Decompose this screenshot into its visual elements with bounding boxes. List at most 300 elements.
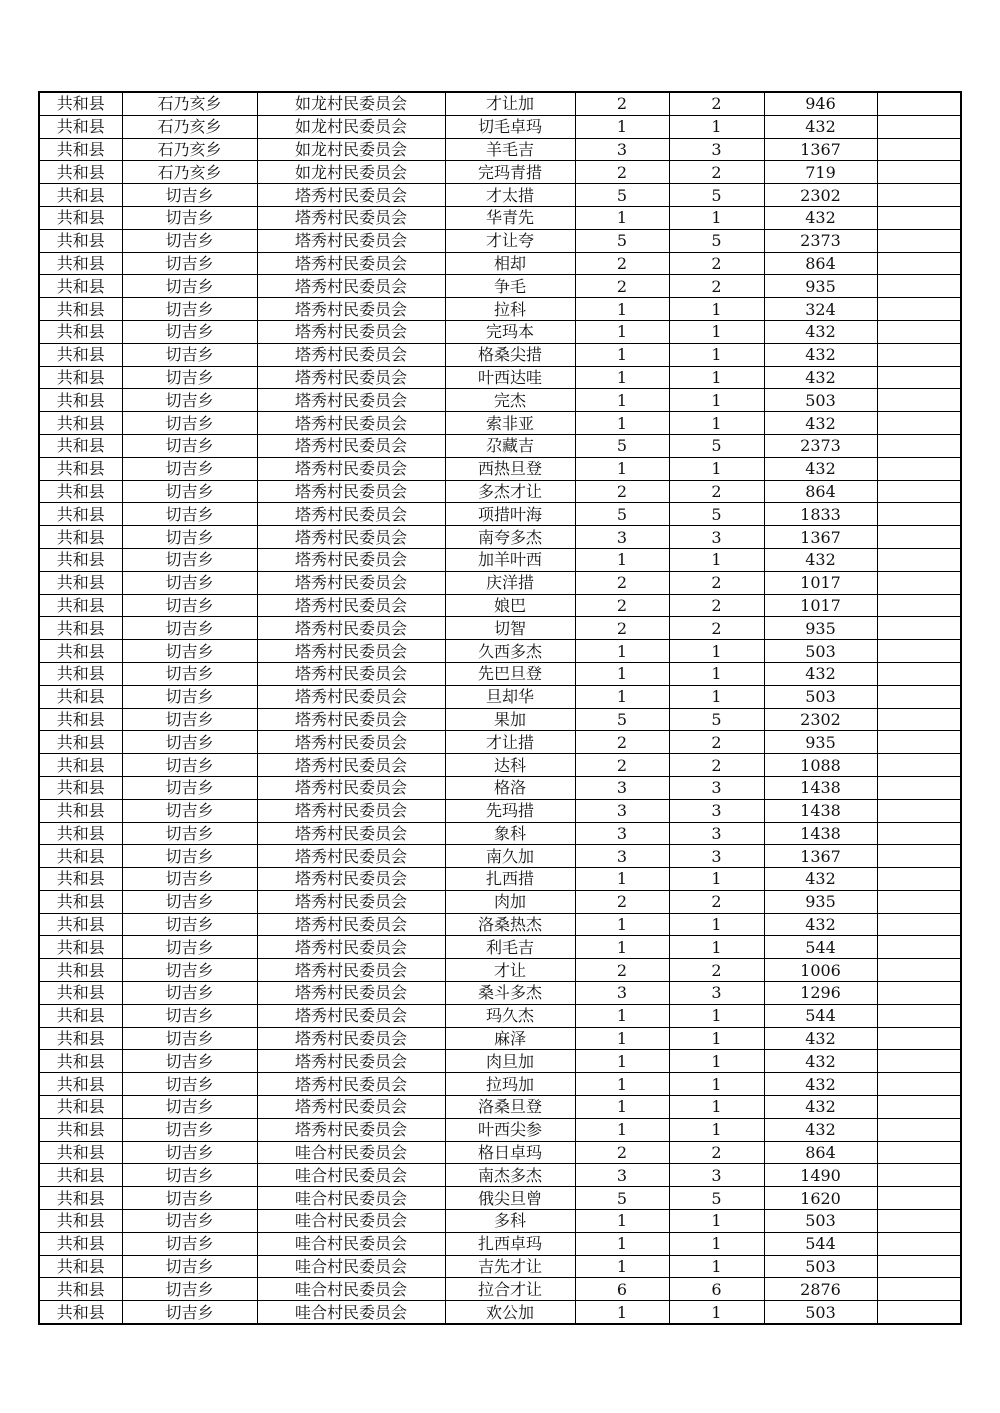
township-cell: 石乃亥乡	[122, 138, 257, 161]
person-count-cell: 2	[669, 754, 764, 777]
remark-cell	[877, 959, 961, 982]
county-cell: 共和县	[39, 1187, 122, 1210]
table-row	[39, 1004, 961, 1027]
household-count-cell: 1	[575, 366, 669, 389]
household-count-cell: 2	[575, 617, 669, 640]
table-row	[39, 275, 961, 298]
remark-cell	[877, 1096, 961, 1119]
amount-cell: 432	[764, 457, 877, 480]
amount-cell: 432	[764, 412, 877, 435]
name-cell: 格日卓玛	[445, 1141, 575, 1164]
table-row	[39, 571, 961, 594]
person-count-cell: 1	[669, 457, 764, 480]
amount-cell: 1006	[764, 959, 877, 982]
name-cell: 多杰才让	[445, 480, 575, 503]
household-count-cell: 1	[575, 1004, 669, 1027]
person-count-cell: 2	[669, 617, 764, 640]
county-cell: 共和县	[39, 731, 122, 754]
person-count-cell: 2	[669, 959, 764, 982]
remark-cell	[877, 275, 961, 298]
person-count-cell: 3	[669, 799, 764, 822]
township-cell: 切吉乡	[122, 640, 257, 663]
name-cell: 达科	[445, 754, 575, 777]
household-count-cell: 3	[575, 822, 669, 845]
table-row	[39, 366, 961, 389]
table-row	[39, 662, 961, 685]
person-count-cell: 2	[669, 594, 764, 617]
amount-cell: 1438	[764, 776, 877, 799]
person-count-cell: 1	[669, 1210, 764, 1233]
county-cell: 共和县	[39, 92, 122, 115]
village-committee-cell: 塔秀村民委员会	[257, 822, 445, 845]
name-cell: 叶西达哇	[445, 366, 575, 389]
village-committee-cell: 哇合村民委员会	[257, 1301, 445, 1324]
township-cell: 切吉乡	[122, 868, 257, 891]
county-cell: 共和县	[39, 1232, 122, 1255]
household-count-cell: 3	[575, 1164, 669, 1187]
village-committee-cell: 塔秀村民委员会	[257, 343, 445, 366]
remark-cell	[877, 776, 961, 799]
township-cell: 石乃亥乡	[122, 115, 257, 138]
remark-cell	[877, 1141, 961, 1164]
name-cell: 吉先才让	[445, 1255, 575, 1278]
person-count-cell: 1	[669, 548, 764, 571]
person-count-cell: 3	[669, 822, 764, 845]
amount-cell: 1296	[764, 982, 877, 1005]
table-row	[39, 799, 961, 822]
name-cell: 娘巴	[445, 594, 575, 617]
name-cell: 扎西措	[445, 868, 575, 891]
village-committee-cell: 塔秀村民委员会	[257, 640, 445, 663]
table-row	[39, 1118, 961, 1141]
amount-cell: 935	[764, 617, 877, 640]
village-committee-cell: 塔秀村民委员会	[257, 845, 445, 868]
remark-cell	[877, 708, 961, 731]
name-cell: 尕藏吉	[445, 434, 575, 457]
amount-cell: 432	[764, 115, 877, 138]
amount-cell: 1438	[764, 799, 877, 822]
amount-cell: 503	[764, 1210, 877, 1233]
person-count-cell: 2	[669, 252, 764, 275]
name-cell: 完杰	[445, 389, 575, 412]
person-count-cell: 1	[669, 412, 764, 435]
person-count-cell: 1	[669, 685, 764, 708]
household-count-cell: 1	[575, 1255, 669, 1278]
township-cell: 切吉乡	[122, 731, 257, 754]
county-cell: 共和县	[39, 594, 122, 617]
amount-cell: 544	[764, 1232, 877, 1255]
amount-cell: 432	[764, 1073, 877, 1096]
table-row	[39, 161, 961, 184]
table-row	[39, 936, 961, 959]
village-committee-cell: 塔秀村民委员会	[257, 526, 445, 549]
village-committee-cell: 塔秀村民委员会	[257, 320, 445, 343]
county-cell: 共和县	[39, 252, 122, 275]
person-count-cell: 3	[669, 1164, 764, 1187]
person-count-cell: 5	[669, 708, 764, 731]
name-cell: 南夸多杰	[445, 526, 575, 549]
remark-cell	[877, 1210, 961, 1233]
township-cell: 石乃亥乡	[122, 161, 257, 184]
household-count-cell: 5	[575, 229, 669, 252]
household-count-cell: 1	[575, 320, 669, 343]
household-count-cell: 1	[575, 1232, 669, 1255]
township-cell: 切吉乡	[122, 890, 257, 913]
county-cell: 共和县	[39, 1301, 122, 1324]
county-cell: 共和县	[39, 366, 122, 389]
village-committee-cell: 塔秀村民委员会	[257, 298, 445, 321]
county-cell: 共和县	[39, 1164, 122, 1187]
amount-cell: 432	[764, 868, 877, 891]
name-cell: 项措叶海	[445, 503, 575, 526]
household-count-cell: 3	[575, 799, 669, 822]
name-cell: 桑斗多杰	[445, 982, 575, 1005]
remark-cell	[877, 982, 961, 1005]
county-cell: 共和县	[39, 1210, 122, 1233]
name-cell: 才让	[445, 959, 575, 982]
name-cell: 西热旦登	[445, 457, 575, 480]
remark-cell	[877, 868, 961, 891]
county-cell: 共和县	[39, 1027, 122, 1050]
household-count-cell: 2	[575, 275, 669, 298]
table-row	[39, 1210, 961, 1233]
village-committee-cell: 塔秀村民委员会	[257, 617, 445, 640]
remark-cell	[877, 161, 961, 184]
person-count-cell: 5	[669, 503, 764, 526]
county-cell: 共和县	[39, 1073, 122, 1096]
amount-cell: 2302	[764, 708, 877, 731]
person-count-cell: 3	[669, 982, 764, 1005]
household-count-cell: 2	[575, 161, 669, 184]
county-cell: 共和县	[39, 1278, 122, 1301]
remark-cell	[877, 503, 961, 526]
county-cell: 共和县	[39, 890, 122, 913]
township-cell: 切吉乡	[122, 503, 257, 526]
household-count-cell: 1	[575, 640, 669, 663]
village-committee-cell: 塔秀村民委员会	[257, 571, 445, 594]
county-cell: 共和县	[39, 434, 122, 457]
household-count-cell: 3	[575, 138, 669, 161]
amount-cell: 432	[764, 1027, 877, 1050]
name-cell: 多科	[445, 1210, 575, 1233]
name-cell: 华青先	[445, 206, 575, 229]
township-cell: 切吉乡	[122, 936, 257, 959]
township-cell: 切吉乡	[122, 1164, 257, 1187]
village-committee-cell: 如龙村民委员会	[257, 115, 445, 138]
remark-cell	[877, 1255, 961, 1278]
township-cell: 切吉乡	[122, 548, 257, 571]
person-count-cell: 2	[669, 92, 764, 115]
remark-cell	[877, 457, 961, 480]
township-cell: 切吉乡	[122, 754, 257, 777]
table-row	[39, 1050, 961, 1073]
remark-cell	[877, 92, 961, 115]
household-count-cell: 3	[575, 776, 669, 799]
amount-cell: 503	[764, 640, 877, 663]
household-count-cell: 6	[575, 1278, 669, 1301]
table-row	[39, 320, 961, 343]
table-row	[39, 708, 961, 731]
township-cell: 切吉乡	[122, 594, 257, 617]
person-count-cell: 3	[669, 526, 764, 549]
amount-cell: 432	[764, 206, 877, 229]
table-row	[39, 206, 961, 229]
household-count-cell: 2	[575, 252, 669, 275]
remark-cell	[877, 1027, 961, 1050]
person-count-cell: 1	[669, 1232, 764, 1255]
person-count-cell: 2	[669, 890, 764, 913]
village-committee-cell: 塔秀村民委员会	[257, 913, 445, 936]
remark-cell	[877, 845, 961, 868]
village-committee-cell: 哇合村民委员会	[257, 1278, 445, 1301]
person-count-cell: 3	[669, 138, 764, 161]
village-committee-cell: 塔秀村民委员会	[257, 389, 445, 412]
name-cell: 先巴旦登	[445, 662, 575, 685]
remark-cell	[877, 890, 961, 913]
table-row	[39, 229, 961, 252]
person-count-cell: 1	[669, 206, 764, 229]
person-count-cell: 1	[669, 1096, 764, 1119]
person-count-cell: 1	[669, 343, 764, 366]
name-cell: 象科	[445, 822, 575, 845]
remark-cell	[877, 320, 961, 343]
township-cell: 切吉乡	[122, 617, 257, 640]
county-cell: 共和县	[39, 776, 122, 799]
amount-cell: 719	[764, 161, 877, 184]
table-row	[39, 776, 961, 799]
county-cell: 共和县	[39, 959, 122, 982]
township-cell: 切吉乡	[122, 982, 257, 1005]
name-cell: 切智	[445, 617, 575, 640]
village-committee-cell: 塔秀村民委员会	[257, 548, 445, 571]
name-cell: 拉科	[445, 298, 575, 321]
table-row	[39, 480, 961, 503]
county-cell: 共和县	[39, 617, 122, 640]
amount-cell: 864	[764, 1141, 877, 1164]
village-committee-cell: 塔秀村民委员会	[257, 206, 445, 229]
table-row	[39, 913, 961, 936]
name-cell: 拉玛加	[445, 1073, 575, 1096]
village-committee-cell: 塔秀村民委员会	[257, 662, 445, 685]
table-row	[39, 457, 961, 480]
remark-cell	[877, 298, 961, 321]
household-count-cell: 3	[575, 526, 669, 549]
county-cell: 共和县	[39, 184, 122, 207]
county-cell: 共和县	[39, 1050, 122, 1073]
village-committee-cell: 如龙村民委员会	[257, 161, 445, 184]
township-cell: 切吉乡	[122, 708, 257, 731]
person-count-cell: 1	[669, 1050, 764, 1073]
township-cell: 切吉乡	[122, 845, 257, 868]
household-count-cell: 1	[575, 206, 669, 229]
table-row	[39, 115, 961, 138]
household-count-cell: 1	[575, 1073, 669, 1096]
township-cell: 切吉乡	[122, 320, 257, 343]
village-committee-cell: 哇合村民委员会	[257, 1141, 445, 1164]
table-row	[39, 526, 961, 549]
name-cell: 切毛卓玛	[445, 115, 575, 138]
township-cell: 切吉乡	[122, 1187, 257, 1210]
village-committee-cell: 塔秀村民委员会	[257, 959, 445, 982]
person-count-cell: 1	[669, 1255, 764, 1278]
table-row	[39, 868, 961, 891]
name-cell: 欢公加	[445, 1301, 575, 1324]
name-cell: 南久加	[445, 845, 575, 868]
village-committee-cell: 塔秀村民委员会	[257, 503, 445, 526]
county-cell: 共和县	[39, 343, 122, 366]
person-count-cell: 1	[669, 1118, 764, 1141]
name-cell: 扎西卓玛	[445, 1232, 575, 1255]
remark-cell	[877, 754, 961, 777]
person-count-cell: 1	[669, 1301, 764, 1324]
township-cell: 切吉乡	[122, 252, 257, 275]
amount-cell: 544	[764, 1004, 877, 1027]
amount-cell: 935	[764, 275, 877, 298]
village-committee-cell: 塔秀村民委员会	[257, 229, 445, 252]
remark-cell	[877, 1073, 961, 1096]
remark-cell	[877, 252, 961, 275]
county-cell: 共和县	[39, 320, 122, 343]
table-row	[39, 434, 961, 457]
household-count-cell: 5	[575, 1187, 669, 1210]
table-row	[39, 92, 961, 115]
household-count-cell: 1	[575, 868, 669, 891]
township-cell: 切吉乡	[122, 434, 257, 457]
household-count-cell: 2	[575, 1141, 669, 1164]
remark-cell	[877, 1004, 961, 1027]
subsidy-table	[38, 91, 962, 1325]
table-row	[39, 1232, 961, 1255]
remark-cell	[877, 138, 961, 161]
amount-cell: 432	[764, 1118, 877, 1141]
name-cell: 果加	[445, 708, 575, 731]
village-committee-cell: 塔秀村民委员会	[257, 685, 445, 708]
county-cell: 共和县	[39, 708, 122, 731]
household-count-cell: 1	[575, 1050, 669, 1073]
township-cell: 切吉乡	[122, 298, 257, 321]
household-count-cell: 5	[575, 708, 669, 731]
table-row	[39, 822, 961, 845]
person-count-cell: 6	[669, 1278, 764, 1301]
remark-cell	[877, 526, 961, 549]
remark-cell	[877, 571, 961, 594]
remark-cell	[877, 1118, 961, 1141]
person-count-cell: 1	[669, 868, 764, 891]
village-committee-cell: 塔秀村民委员会	[257, 366, 445, 389]
township-cell: 切吉乡	[122, 799, 257, 822]
household-count-cell: 1	[575, 1210, 669, 1233]
household-count-cell: 2	[575, 571, 669, 594]
name-cell: 肉旦加	[445, 1050, 575, 1073]
village-committee-cell: 哇合村民委员会	[257, 1164, 445, 1187]
person-count-cell: 1	[669, 389, 764, 412]
county-cell: 共和县	[39, 275, 122, 298]
village-committee-cell: 塔秀村民委员会	[257, 252, 445, 275]
township-cell: 切吉乡	[122, 366, 257, 389]
amount-cell: 1017	[764, 594, 877, 617]
amount-cell: 1088	[764, 754, 877, 777]
amount-cell: 432	[764, 1050, 877, 1073]
household-count-cell: 3	[575, 982, 669, 1005]
person-count-cell: 1	[669, 1027, 764, 1050]
household-count-cell: 1	[575, 1301, 669, 1324]
remark-cell	[877, 799, 961, 822]
table-row	[39, 412, 961, 435]
name-cell: 庆洋措	[445, 571, 575, 594]
township-cell: 切吉乡	[122, 913, 257, 936]
county-cell: 共和县	[39, 526, 122, 549]
village-committee-cell: 塔秀村民委员会	[257, 412, 445, 435]
person-count-cell: 2	[669, 571, 764, 594]
amount-cell: 1833	[764, 503, 877, 526]
amount-cell: 1490	[764, 1164, 877, 1187]
amount-cell: 946	[764, 92, 877, 115]
person-count-cell: 1	[669, 298, 764, 321]
table-row	[39, 184, 961, 207]
amount-cell: 432	[764, 1096, 877, 1119]
county-cell: 共和县	[39, 298, 122, 321]
amount-cell: 503	[764, 685, 877, 708]
person-count-cell: 5	[669, 1187, 764, 1210]
person-count-cell: 1	[669, 662, 764, 685]
remark-cell	[877, 685, 961, 708]
person-count-cell: 1	[669, 936, 764, 959]
remark-cell	[877, 229, 961, 252]
person-count-cell: 5	[669, 184, 764, 207]
name-cell: 争毛	[445, 275, 575, 298]
township-cell: 切吉乡	[122, 1096, 257, 1119]
person-count-cell: 2	[669, 1141, 764, 1164]
amount-cell: 324	[764, 298, 877, 321]
county-cell: 共和县	[39, 868, 122, 891]
county-cell: 共和县	[39, 138, 122, 161]
township-cell: 切吉乡	[122, 1073, 257, 1096]
remark-cell	[877, 366, 961, 389]
table-body	[39, 92, 961, 1324]
name-cell: 羊毛吉	[445, 138, 575, 161]
household-count-cell: 1	[575, 298, 669, 321]
village-committee-cell: 哇合村民委员会	[257, 1210, 445, 1233]
township-cell: 切吉乡	[122, 480, 257, 503]
county-cell: 共和县	[39, 822, 122, 845]
table-row	[39, 617, 961, 640]
township-cell: 切吉乡	[122, 1118, 257, 1141]
name-cell: 格洛	[445, 776, 575, 799]
county-cell: 共和县	[39, 799, 122, 822]
village-committee-cell: 塔秀村民委员会	[257, 731, 445, 754]
person-count-cell: 1	[669, 366, 764, 389]
household-count-cell: 2	[575, 594, 669, 617]
name-cell: 拉合才让	[445, 1278, 575, 1301]
person-count-cell: 3	[669, 845, 764, 868]
person-count-cell: 2	[669, 161, 764, 184]
village-committee-cell: 塔秀村民委员会	[257, 890, 445, 913]
village-committee-cell: 如龙村民委员会	[257, 92, 445, 115]
household-count-cell: 1	[575, 936, 669, 959]
township-cell: 切吉乡	[122, 412, 257, 435]
amount-cell: 1620	[764, 1187, 877, 1210]
name-cell: 完玛本	[445, 320, 575, 343]
person-count-cell: 1	[669, 320, 764, 343]
table-row	[39, 890, 961, 913]
household-count-cell: 5	[575, 184, 669, 207]
county-cell: 共和县	[39, 845, 122, 868]
person-count-cell: 2	[669, 275, 764, 298]
county-cell: 共和县	[39, 389, 122, 412]
remark-cell	[877, 434, 961, 457]
table-row	[39, 959, 961, 982]
township-cell: 切吉乡	[122, 1301, 257, 1324]
